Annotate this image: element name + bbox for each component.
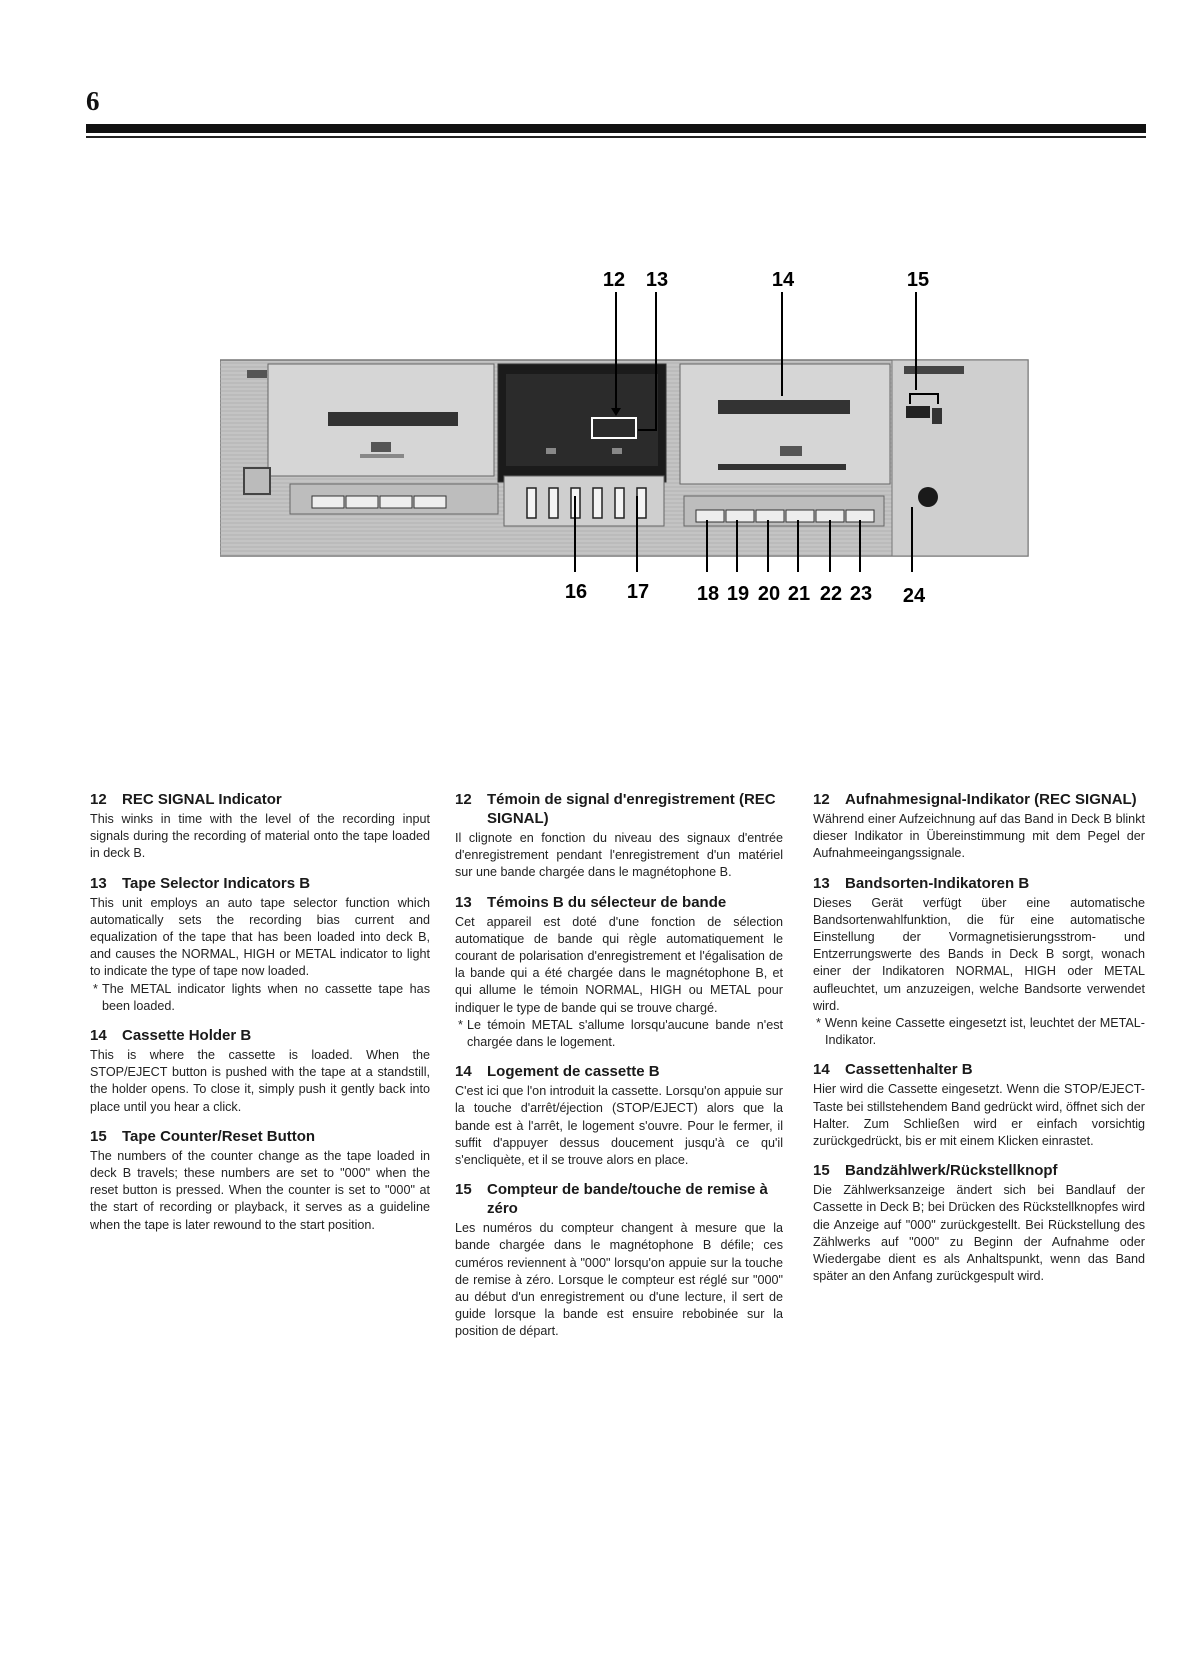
section-body: Dieses Gerät verfügt über eine automatische Bandsortenwahlfunktion, die für eine automatische Einstellung der Vormagnetisierungsstrom- und Entzerrungswerte des Bands in Deck B sorgt, wonach einer der Indikatoren NORMAL, HIGH oder METAL aufleuchtet, um anzuzeigen, welche Bandsorte verwendet wird. [813,895,1145,1013]
center-section [498,364,666,526]
section-title: Tape Selector Indicators B [122,874,311,892]
section-title: Cassette Holder B [122,1027,252,1045]
section-number: 12 [813,791,830,808]
power-button [244,468,270,494]
section-number: 14 [90,1027,107,1045]
section-15-fr [455,1180,783,1340]
section-note: * The METAL indicator lights when no cassette tape has been loaded. [93,981,430,1013]
section-body: The numbers of the counter change as the tape loaded in deck B travels; these numbers are set to "000" when the reset button is pressed. When the counter is set to "000" at the start of recording or playback, it serves as a guideline when the tape is later rewound to the start position. [90,1148,430,1232]
deck-b [680,364,890,526]
section-title: Témoins B du sélecteur de bande [487,893,727,911]
section-14-en [90,1026,430,1116]
section-title: Aufnahmesignal-Indikator (REC SIGNAL) [845,791,1137,808]
callout-22: 22 [819,583,843,605]
section-title: REC SIGNAL Indicator [122,791,282,808]
record-button [918,487,938,507]
section-13-en [90,874,430,1015]
callout-14: 14 [771,270,795,291]
section-title: Bandzählwerk/Rückstellknopf [845,1162,1058,1180]
section-12-fr [455,790,783,882]
callout-19: 19 [726,583,750,605]
callout-13: 13 [645,270,669,291]
section-number: 15 [90,1127,107,1145]
column-german [813,790,1145,1296]
section-note: * Wenn keine Cassette eingesetzt ist, leuchtet der METAL-Indikator. [816,1016,1145,1048]
tape-counter [906,406,930,418]
section-note: * Le témoin METAL s'allume lorsqu'aucune bande n'est chargée dans le logement. [458,1017,783,1050]
section-14-de [813,1060,1145,1150]
section-number: 15 [455,1181,472,1199]
section-body: Während einer Aufzeichnung auf das Band in Deck B blinkt dieser Indikator in Übereinstimmung mit dem Pegel der Aufnahmeeingangssignale. [813,812,1145,861]
header-rule-thick [86,124,1146,133]
section-13-de [813,874,1145,1050]
section-title: Tape Counter/Reset Button [122,1127,316,1145]
callout-24: 24 [902,585,926,607]
section-number: 13 [90,874,107,892]
section-title: Cassettenhalter B [845,1061,973,1079]
section-15-de [813,1161,1145,1285]
section-12-de [813,790,1145,863]
section-body: This winks in time with the level of the recording input signals during the recording of material onto the tape loaded in deck B. [90,812,430,861]
section-title: Témoin de signal d'enregistrement (REC SIGNAL) [487,791,776,827]
section-number: 14 [813,1061,830,1079]
section-number: 13 [455,893,472,911]
callout-20: 20 [757,583,781,605]
callout-18: 18 [696,583,720,605]
section-body: This unit employs an auto tape selector function which automatically sets the recording bias current and equalization of the tape that has been loaded into deck B, and causes the NORMAL, HIGH or METAL indicator to light to indicate the type of tape now loaded. [90,895,430,979]
callout-15: 15 [906,270,930,291]
page-number: 6 [86,86,100,116]
column-english [90,790,430,1245]
section-number: 15 [813,1162,830,1180]
column-french [455,790,783,1352]
section-13-fr [455,893,783,1052]
section-body: This is where the cassette is loaded. When the STOP/EJECT button is pushed with the tape at a standstill, the holder opens. To close it, simply push it gently back into place until you hear a click. [90,1048,430,1114]
section-body: Il clignote en fonction du niveau des signaux d'entrée d'enregistrement pendant l'enregistrement d'un matériel sur une bande chargée dans le magnétophone B. [455,831,783,880]
section-number: 13 [813,874,830,892]
section-body: Les numéros du compteur changent à mesure que la bande chargée dans le magnétophone B défile; ces cuméros reviennent à "000" lorsqu'on appuie sur la touche de remise à zéro. Lorsque le compteur est réglé sur "000" au début d'un enregistrement ou d'une lecture, il sert de guide lorsque la bande est ensuire rebobinée sur la position de départ. [455,1221,783,1339]
callout-23: 23 [849,583,873,605]
section-body: Hier wird die Cassette eingesetzt. Wenn die STOP/EJECT-Taste bei stillstehendem Band gedrückt wird, öffnet sich der Halter. Zum Schließen wird er einfach vorsichtig zurückgedrückt, bis er mit einem Klicken einrastet. [813,1082,1145,1149]
section-title: Compteur de bande/touche de remise à zéro [487,1181,768,1218]
section-body: C'est ici que l'on introduit la cassette. Lorsqu'on appuie sur la touche d'arrêt/éjection (STOP/EJECT) alors que la bande est à l'arrêt, le logement s'ouvre. Pour le fermer, il suffit d'appuyer dessus doucement jusqu'à ce qu'il s'encliquète, et il se trouve alors en place. [455,1084,783,1168]
section-number: 12 [90,791,107,808]
callout-12: 12 [602,270,626,291]
header-rule-thin [86,136,1146,138]
section-title: Bandsorten-Indikatoren B [845,874,1030,892]
section-title: Logement de cassette B [487,1063,660,1081]
cassette-deck-diagram [220,270,1030,650]
section-body: Cet appareil est doté d'une fonction de sélection automatique de bande qui règle automatiquement le courant de polarisation d'enregistrement et l'égalisation de la bande qui a été chargée dans le magnétophone B, et qui allume le témoin NORMAL, HIGH ou METAL pour indiquer le type de bande qui se trouve chargé. [455,914,783,1015]
callout-21: 21 [787,583,811,605]
section-number: 14 [455,1063,472,1081]
callout-16: 16 [564,581,588,603]
section-12-en [90,790,430,863]
section-14-fr [455,1062,783,1169]
section-body: Die Zählwerksanzeige ändert sich bei Bandlauf der Cassette in Deck B; bei Drücken des Rückstellknopfes wird die Anzeige auf "000" zurückgestellt. Bei Rückstellung des Zählwerks auf "000" zu Beginn der Aufnahme oder Wiedergabe dient es als Anhaltspunkt, wenn das Band später an den Anfang zurückgespult wird. [813,1183,1145,1284]
section-15-en [90,1127,430,1234]
section-number: 12 [455,791,472,808]
callout-17: 17 [626,581,650,603]
